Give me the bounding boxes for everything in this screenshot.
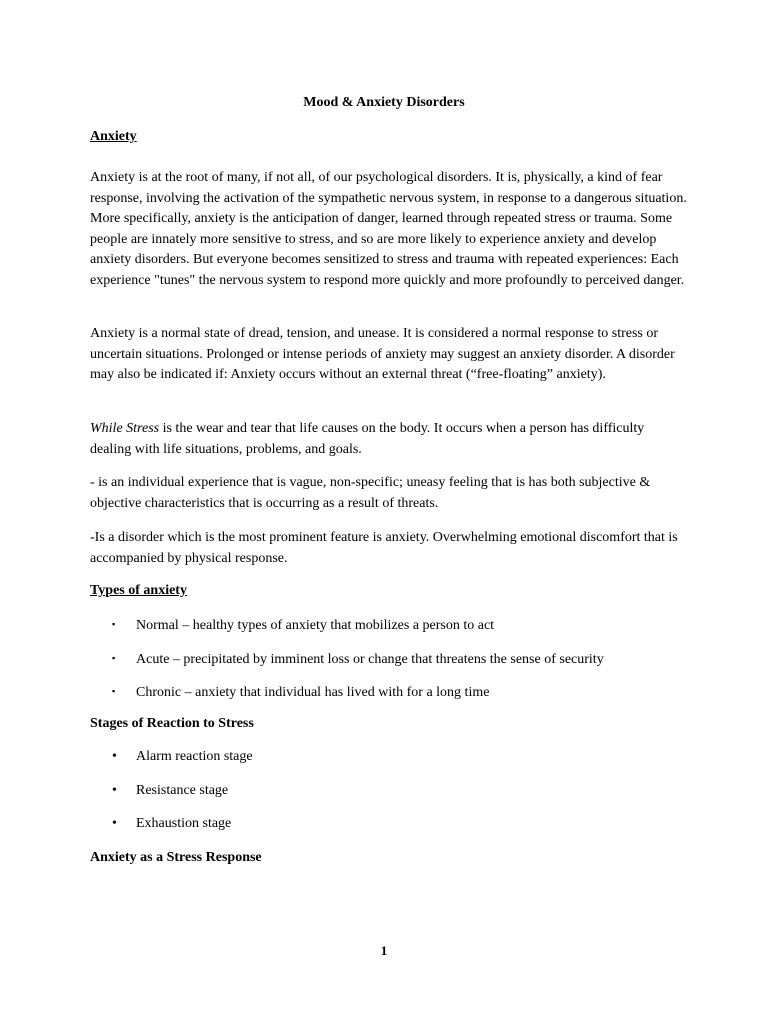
square-bullet-icon: ▪ [112,686,116,696]
list-item-text: Acute – precipitated by imminent loss or change that threatens the sense of security [136,652,604,667]
list-item-stage-exhaustion [112,815,231,833]
page-number: 1 [380,943,388,958]
list-item-text: Resistance stage [136,783,229,798]
square-bullet-icon: ▪ [112,653,116,663]
list-item-text: Normal – healthy types of anxiety that mobilizes a person to act [136,618,495,633]
list-item-text: Exhaustion stage [136,816,232,831]
stress-definition-text: is the wear and tear that life causes on the body. It occurs when a person has difficulty dealing with life situations, problems, and goals. [90,421,645,457]
paragraph-disorder-feature: -Is a disorder which is the most prominent feature is anxiety. Overwhelming emotional discomfort that is accompanied by physical response. [90,530,678,566]
stress-response-heading: Anxiety as a Stress Response [90,850,262,865]
bullet-icon: • [112,783,117,798]
bullet-icon: • [112,816,117,831]
section-heading-anxiety: Anxiety [90,129,137,144]
square-bullet-icon: ▪ [112,619,116,629]
bullet-icon: • [112,749,117,764]
paragraph-anxiety-normal-state: Anxiety is a normal state of dread, tension, and unease. It is considered a normal response to stress or uncertain situations. Prolonged or intense periods of anxiety may suggest an anxiety disorder. A disorder may also be indicated if: Anxiety occurs without an external threat (“free-floating” anxiety). [90,326,675,383]
document-title: Mood & Anxiety Disorders [303,95,465,110]
list-item-stage-resistance [112,782,228,800]
stages-of-reaction-heading: Stages of Reaction to Stress [90,716,254,731]
paragraph-anxiety-root: Anxiety is at the root of many, if not all, of our psychological disorders. It is, physically, a kind of fear response, involving the activation of the sympathetic nervous system, in response to a dangerous situation. More specifically, anxiety is the anticipation of danger, learned through repeated stress or trauma. Some people are innately more sensitive to stress, and so are more likely to experience anxiety and develop anxiety disorders. But everyone becomes sensitized to stress and trauma with repeated experiences: Each experience "tunes" the nervous system to respond more quickly and more profoundly to perceived danger. [90,170,687,288]
types-of-anxiety-heading: Types of anxiety [90,583,187,598]
list-item-text: Chronic – anxiety that individual has lived with for a long time [136,685,490,700]
list-item-type-normal [112,615,494,635]
list-item-text: Alarm reaction stage [136,749,253,764]
list-item-type-acute [112,649,604,669]
list-item-stage-alarm [112,748,253,766]
list-item-type-chronic [112,682,489,702]
stress-italic-lead: While Stress [90,421,160,436]
paragraph-individual-experience: - is an individual experience that is vague, non-specific; uneasy feeling that is has both subjective & objective characteristics that is occurring as a result of threats. [90,475,651,511]
paragraph-stress-definition [90,419,688,460]
